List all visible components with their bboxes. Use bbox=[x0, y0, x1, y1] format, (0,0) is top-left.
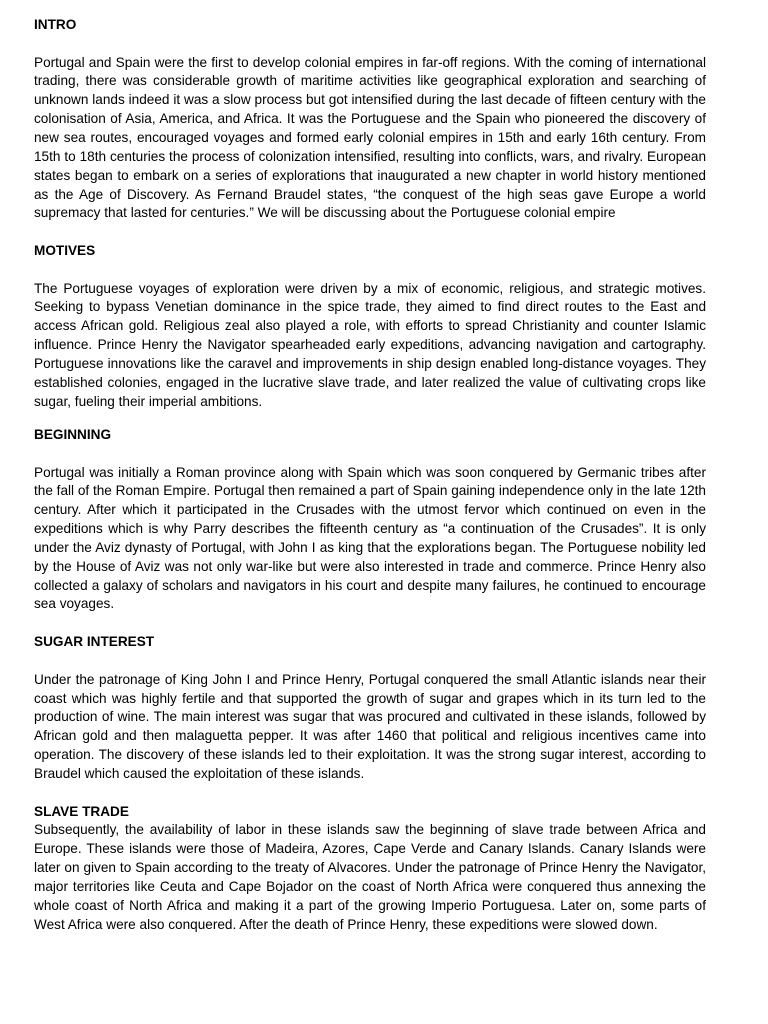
section-heading-sugar-interest: SUGAR INTEREST bbox=[34, 634, 155, 650]
section-body-slave-trade: Subsequently, the availability of labor in these islands saw the beginning of slave trade between Africa and Europe. These islands were those of Madeira, Azores, Cape Verde and Canary Islands. Canary Islands were later on given to Spain according to the treaty of Alvacores. Under the patronage of Prince Henry the Navigator, major territories like Ceuta and Cape Bojador on the coast of North Africa were conquered thus annexing the whole coast of North Africa and making it a part of the growing Imperio Portuguesa. Later on, some parts of West Africa were also conquered. After the death of Prince Henry, these expeditions were slowed down. bbox=[34, 822, 706, 932]
section-heading-intro: INTRO bbox=[34, 17, 77, 32]
section-body-beginning: Portugal was initially a Roman province along with Spain which was soon conquered by Germanic tribes after the fall of the Roman Empire. Portugal then remained a part of Spain gaining independence only in the late 12th century. After which it participated in the Crusades with the utmost fervor which continued on even in the expeditions which is why Parry describes the fifteenth century as “a continuation of the Crusades”. It is only under the Aviz dynasty of Portugal, with John I as king that the explorations began. The Portuguese nobility led by the House of Aviz was not only war-like but were also interested in trade and commerce. Prince Henry also collected a galaxy of scholars and navigators in his court and despite many failures, he continued to encourage sea voyages. bbox=[34, 464, 706, 612]
section-body-sugar-interest: Under the patronage of King John I and Prince Henry, Portugal conquered the small Atlantic islands near their coast which was highly fertile and that supported the growth of sugar and grapes which in its turn led to the production of wine. The main interest was sugar that was procured and cultivated in these islands, followed by African gold and then malaguetta pepper. It was after 1460 that political and religious incentives came into operation. The discovery of these islands led to their exploitation. It was the strong sugar interest, according to Braudel which caused the exploitation of these islands. bbox=[34, 671, 706, 781]
section-heading-motives: MOTIVES bbox=[34, 242, 96, 258]
document-page bbox=[34, 16, 706, 934]
section-body-motives: The Portuguese voyages of exploration were driven by a mix of economic, religious, and strategic motives. Seeking to bypass Venetian dominance in the spice trade, they aimed to find direct routes to the East and access African gold. Religious zeal also played a role, with efforts to spread Christianity and counter Islamic influence. Prince Henry the Navigator spearheaded early expeditions, advancing navigation and cartography. Portuguese innovations like the caravel and improvements in ship design enabled long-distance voyages. They established colonies, engaged in the lucrative slave trade, and later realized the value of cultivating crops like sugar, fueling their imperial ambitions. bbox=[34, 280, 706, 409]
section-body-intro: Portugal and Spain were the first to develop colonial empires in far-off regions. With the coming of international trading, there was considerable growth of maritime activities like geographical exploration and searching of unknown lands indeed it was a slow process but got intensified during the last decade of fifteen century with the colonisation of Asia, America, and Africa. It was the Portuguese and the Spain who pioneered the discovery of new sea routes, encouraged voyages and formed early colonial empires in 15th and early 16th century. From 15th to 18th centuries the process of colonization intensified, resulting into conflicts, wars, and rivalry. European states began to embark on a series of explorations that inaugurated a new chapter in world history mentioned as the Age of Discovery. As Fernand Braudel states, “the conquest of the high seas gave Europe a world supremacy that lasted for centuries.” We will be discussing about the Portuguese colonial empire bbox=[34, 54, 706, 221]
section-heading-beginning: BEGINNING bbox=[34, 426, 112, 442]
section-heading-slave-trade: SLAVE TRADE bbox=[34, 803, 129, 819]
